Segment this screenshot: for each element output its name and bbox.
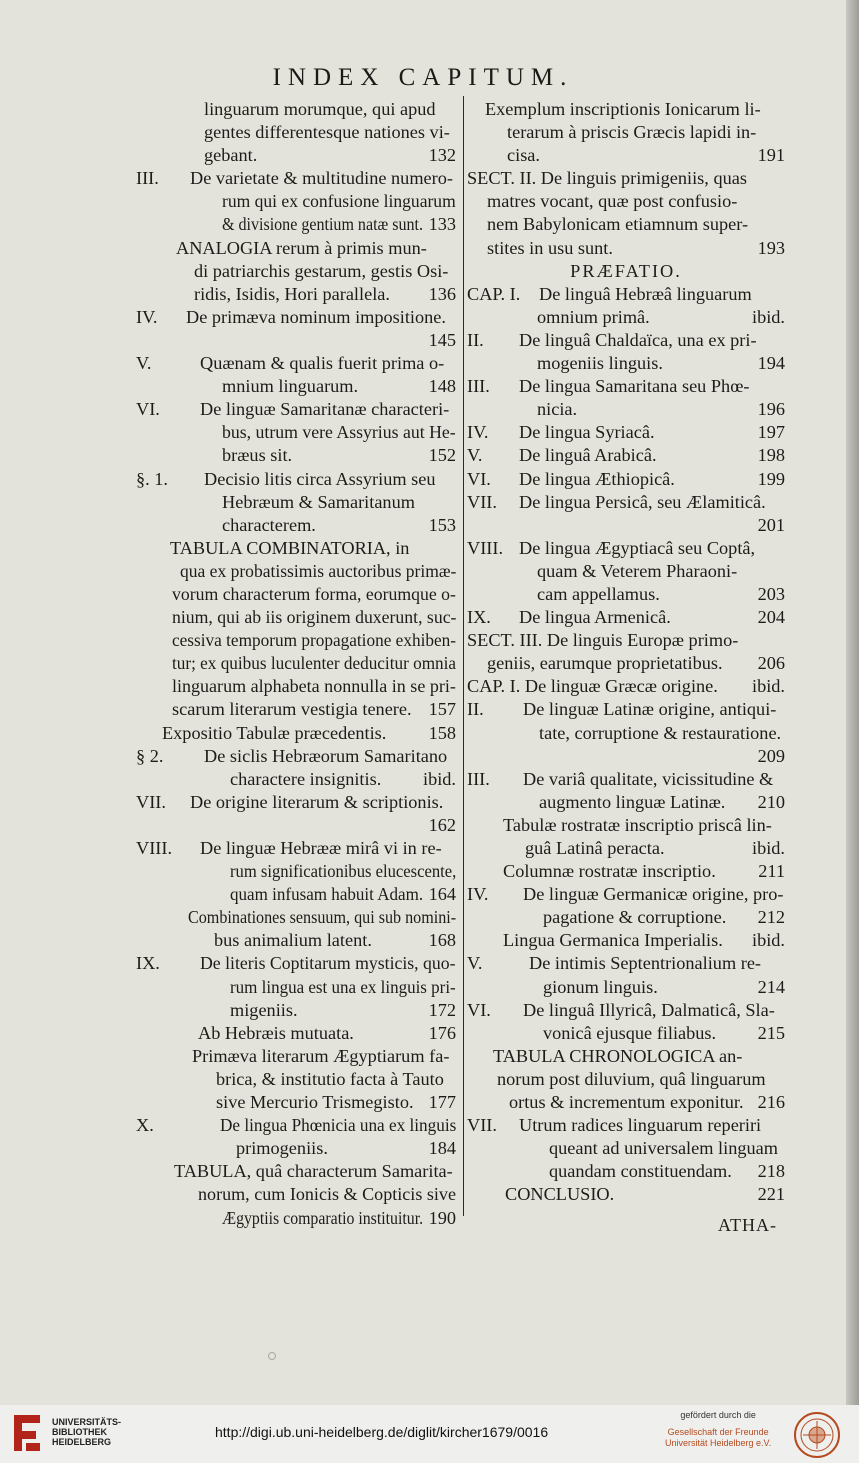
entry-text: De literis Coptitarum mysticis, quo-	[200, 953, 456, 974]
page-reference: 168	[428, 930, 456, 951]
index-entry-line	[136, 1068, 456, 1091]
index-entry-line	[136, 976, 456, 999]
index-entry-line	[136, 398, 456, 421]
chapter-number: VI.	[467, 999, 491, 1020]
entry-text: De linguæ Germanicæ origine, pro-	[523, 884, 784, 905]
entry-text: primogeniis.	[236, 1138, 328, 1159]
entry-text: bus, utrum vere Assyrius aut He-	[222, 422, 456, 443]
entry-text: De linguâ Hebræâ linguarum	[539, 283, 752, 304]
index-entry-line	[136, 698, 456, 721]
index-entry-line	[136, 167, 456, 190]
page-reference: ibid.	[751, 306, 785, 327]
sponsor-intro: gefördert durch die	[680, 1410, 756, 1420]
index-entry-line	[467, 237, 785, 260]
page-title: INDEX CAPITUM.	[272, 64, 574, 91]
entry-text: Primæva literarum Ægyptiarum fa-	[192, 1045, 450, 1066]
entry-text: di patriarchis gestarum, gestis Osi-	[194, 260, 449, 281]
entry-text: Hebræum & Samaritanum	[222, 491, 415, 512]
index-entry-line	[467, 791, 785, 814]
entry-text: stites in usu sunt.	[487, 237, 613, 258]
index-entry-line	[467, 329, 785, 352]
index-entry-line	[136, 98, 456, 121]
entry-text: characterem.	[222, 514, 316, 535]
entry-text: linguarum alphabeta nonnulla in se pri-	[172, 676, 456, 697]
index-entry-line	[136, 1137, 456, 1160]
chapter-number: VI.	[467, 468, 491, 489]
page-reference: 211	[758, 861, 785, 882]
page-reference: 157	[428, 699, 456, 720]
chapter-number: IX.	[136, 953, 160, 974]
page-reference: 184	[428, 1138, 456, 1159]
index-entry-line	[467, 952, 785, 975]
entry-text: linguarum morumque, qui apud	[204, 99, 436, 119]
entry-text: guâ Latinâ peracta.	[525, 838, 665, 858]
entry-text: norum, cum Ionicis & Copticis sive	[198, 1184, 456, 1205]
entry-text: De lingua Armenicâ.	[519, 607, 671, 628]
page-edge	[846, 0, 859, 1405]
index-entry-line	[136, 375, 456, 398]
index-entry-line	[136, 468, 456, 491]
page-reference: 190	[428, 1207, 456, 1228]
entry-text: SECT. II. De linguis primigeniis, quas	[467, 168, 747, 189]
entry-text: qua ex probatissimis auctoribus primæ-	[180, 560, 457, 581]
index-entry-line	[136, 1091, 456, 1114]
page-reference: 133	[428, 214, 456, 235]
index-entry-line	[467, 976, 785, 999]
entry-text: ortus & incrementum exponitur.	[509, 1092, 744, 1113]
page-reference: 216	[757, 1092, 785, 1113]
chapter-number: III.	[136, 168, 159, 189]
entry-text: tate, corruptione & restauratione.	[539, 722, 782, 743]
section-heading: PRÆFATIO.	[570, 260, 682, 281]
index-entry-line	[467, 283, 785, 306]
index-entry-line	[467, 98, 785, 121]
chapter-number: III.	[467, 768, 490, 789]
page-reference: 199	[757, 468, 785, 489]
chapter-number: V.	[467, 445, 483, 466]
entry-text: tur; ex quibus luculenter deducitur omnia	[172, 653, 457, 674]
entry-text: De variâ qualitate, vicissitudine &	[523, 768, 774, 789]
entry-text: bræus sit.	[222, 445, 293, 466]
page-reference: 210	[757, 791, 785, 812]
chapter-number: IX.	[467, 607, 491, 628]
entry-text: bus animalium latent.	[214, 930, 372, 951]
entry-text: brica, & institutio facta à Tauto	[216, 1068, 444, 1089]
chapter-number: III.	[467, 376, 490, 397]
page-reference: ibid.	[422, 768, 456, 789]
index-entry-line	[136, 1160, 456, 1183]
index-entry-line	[467, 167, 785, 190]
index-entry-line	[136, 629, 456, 652]
index-entry-line	[467, 190, 785, 213]
index-entry-line	[467, 375, 785, 398]
entry-text: De linguâ Arabicâ.	[519, 445, 657, 466]
index-entry-line	[467, 1091, 785, 1114]
page-reference: 196	[757, 399, 785, 420]
chapter-number: IV.	[136, 306, 158, 327]
index-entry-line	[136, 952, 456, 975]
index-entry-line	[467, 260, 785, 283]
index-entry-line	[467, 722, 785, 745]
university-seal-icon	[793, 1411, 841, 1459]
sponsor-line-1[interactable]: Gesellschaft der Freunde	[667, 1427, 769, 1437]
entry-text: nicia.	[537, 399, 578, 420]
chapter-number: VII.	[136, 791, 166, 812]
chapter-number: V.	[467, 953, 483, 974]
index-entry-line	[136, 237, 456, 260]
entry-text: cam appellamus.	[537, 583, 660, 604]
entry-text: Decisio litis circa Assyrium seu	[204, 468, 436, 489]
index-entry-line	[136, 906, 456, 929]
index-entry-line	[136, 999, 456, 1022]
entry-text: De linguæ Samaritanæ characteri-	[200, 399, 450, 420]
index-entry-line	[136, 583, 456, 606]
entry-text: De linguæ Latinæ origine, antiqui-	[523, 699, 777, 720]
index-entry-line	[136, 745, 456, 768]
page-reference: 132	[428, 145, 456, 166]
entry-text: vorum characterum forma, eorumque o-	[172, 583, 456, 604]
page-reference: 201	[757, 514, 785, 535]
footer-bar	[0, 1405, 859, 1463]
entry-text: charactere insignitis.	[230, 768, 382, 789]
chapter-number: X.	[136, 1115, 154, 1136]
entry-text: sive Mercurio Trismegisto.	[216, 1092, 414, 1113]
index-entry-line	[136, 560, 456, 583]
index-entry-line	[136, 352, 456, 375]
chapter-number: IV.	[467, 884, 489, 905]
entry-text: De varietate & multitudine numero-	[190, 168, 453, 189]
entry-text: matres vocant, quæ post confusio-	[487, 191, 738, 212]
index-entry-line	[467, 1045, 785, 1068]
entry-text: pagatione & corruptione.	[543, 907, 727, 928]
entry-text: Utrum radices linguarum reperiri	[519, 1115, 762, 1136]
index-entry-line	[136, 421, 456, 444]
index-entry-line	[467, 444, 785, 467]
entry-text: ANALOGIA rerum à primis mun-	[176, 237, 427, 258]
page-reference: 221	[757, 1184, 785, 1205]
entry-text: TABULA COMBINATORIA, in	[170, 537, 410, 558]
index-entry-line	[136, 1207, 456, 1230]
page-reference: 162	[428, 814, 456, 835]
index-entry-line	[467, 352, 785, 375]
entry-text: geniis, earumque proprietatibus.	[487, 653, 723, 674]
entry-text: Lingua Germanica Imperialis.	[503, 930, 723, 951]
right-column	[467, 98, 785, 1207]
entry-text: cisa.	[507, 145, 540, 166]
entry-text: omnium primâ.	[537, 306, 650, 327]
entry-text: gebant.	[204, 145, 258, 166]
entry-text: De primæva nominum impositione.	[186, 306, 446, 327]
index-entry-line	[467, 1068, 785, 1091]
entry-text: mogeniis linguis.	[537, 353, 663, 374]
index-entry-line	[467, 906, 785, 929]
entry-text: De lingua Æthiopicâ.	[519, 468, 675, 489]
entry-text: cessiva temporum propagatione exhiben-	[172, 630, 457, 651]
index-entry-line	[136, 606, 456, 629]
entry-text: CONCLUSIO.	[505, 1184, 615, 1205]
page-reference: 164	[428, 884, 456, 905]
page-reference: 212	[757, 907, 785, 928]
index-entry-line	[467, 814, 785, 837]
chapter-number: §. 1.	[136, 468, 168, 489]
entry-text: Expositio Tabulæ præcedentis.	[162, 722, 387, 743]
entry-text: vonicâ ejusque filiabus.	[543, 1022, 717, 1043]
page-reference: 206	[757, 653, 785, 674]
entry-text: De intimis Septentrionalium re-	[529, 953, 762, 974]
index-entry-line	[467, 537, 785, 560]
entry-text: Ab Hebræis mutuata.	[198, 1022, 354, 1043]
entry-text: Tabulæ rostratæ inscriptio priscâ lin-	[503, 814, 772, 835]
index-entry-line	[467, 606, 785, 629]
permalink-url[interactable]: http://digi.ub.uni-heidelberg.de/diglit/kircher1679/0016	[215, 1424, 549, 1440]
index-entry-line	[467, 1022, 785, 1045]
index-entry-line	[467, 144, 785, 167]
entry-text: ridis, Isidis, Hori parallela.	[194, 283, 390, 304]
index-entry-line	[467, 629, 785, 652]
page-reference: 148	[428, 376, 456, 397]
entry-text: Quænam & qualis fuerit prima o-	[200, 353, 445, 374]
page-reference: 204	[757, 607, 785, 628]
index-entry-line	[467, 768, 785, 791]
university-logo-icon[interactable]	[10, 1413, 44, 1453]
sponsor-line-2[interactable]: Universität Heidelberg e.V.	[665, 1438, 772, 1448]
index-entry-line	[467, 837, 785, 860]
index-entry-line	[467, 883, 785, 906]
entry-text: De origine literarum & scriptionis.	[190, 791, 444, 812]
index-entry-line	[136, 883, 456, 906]
page-reference: 152	[428, 445, 456, 466]
entry-text: nium, qui ab iis originem duxerunt, suc-	[172, 607, 457, 628]
page-reference: 218	[757, 1161, 785, 1182]
entry-text: queant ad universalem linguam	[549, 1138, 778, 1159]
index-entry-line	[136, 1183, 456, 1206]
index-entry-line	[136, 306, 456, 329]
index-entry-line	[136, 722, 456, 745]
entry-text: Exemplum inscriptionis Ionicarum li-	[485, 99, 761, 119]
index-entry-line	[136, 1045, 456, 1068]
entry-text: De lingua Phœnicia una ex linguis	[220, 1115, 457, 1136]
index-entry-line	[136, 213, 456, 236]
index-entry-line	[136, 144, 456, 167]
page-reference: 153	[428, 514, 456, 535]
chapter-number: VII.	[467, 1115, 497, 1136]
paper-speck	[268, 1352, 276, 1360]
page-reference: 145	[428, 329, 456, 350]
index-entry-line	[136, 814, 456, 837]
chapter-number: VIII.	[136, 838, 173, 858]
entry-text: scarum literarum vestigia tenere.	[172, 699, 412, 720]
entry-text: De lingua Ægyptiacâ seu Coptâ,	[519, 537, 756, 558]
page-reference: 193	[757, 237, 785, 258]
index-entry-line	[136, 190, 456, 213]
left-column	[136, 98, 456, 1230]
page-reference: 203	[757, 583, 785, 604]
index-entry-line	[136, 791, 456, 814]
entry-text: gionum linguis.	[543, 976, 658, 997]
entry-text: TABULA, quâ characterum Samarita-	[174, 1161, 453, 1182]
entry-text: quam & Veterem Pharaoni-	[537, 560, 738, 581]
page-reference: 176	[428, 1022, 456, 1043]
chapter-number: II.	[467, 699, 484, 720]
entry-text: De lingua Persicâ, seu Ælamiticâ.	[519, 491, 766, 512]
index-entry-line	[136, 514, 456, 537]
entry-text: SECT. III. De linguis Europæ primo-	[467, 630, 739, 651]
page-reference: ibid.	[751, 838, 785, 858]
page-reference: 214	[757, 976, 785, 997]
chapter-number: V.	[136, 353, 152, 374]
index-entry-line	[136, 675, 456, 698]
page-reference: 136	[428, 283, 456, 304]
page-reference: 177	[428, 1092, 456, 1113]
sponsor-block	[665, 1410, 771, 1449]
entry-text: & divisione gentium natæ sunt.	[222, 214, 424, 235]
page-reference: ibid.	[751, 676, 785, 697]
index-entry-line	[467, 675, 785, 698]
page-reference: 191	[757, 145, 785, 166]
index-entry-line	[136, 329, 456, 352]
entry-text: terarum à priscis Græcis lapidi in-	[507, 122, 757, 143]
index-entry-line	[467, 652, 785, 675]
chapter-number: § 2.	[136, 745, 164, 766]
index-entry-line	[467, 860, 785, 883]
page-reference: 197	[757, 422, 785, 443]
entry-text: De lingua Syriacâ.	[519, 422, 655, 443]
entry-text: gentes differentesque nationes vi-	[204, 122, 450, 143]
entry-text: De lingua Samaritana seu Phœ-	[519, 376, 750, 397]
index-entry-line	[467, 398, 785, 421]
university-name: UNIVERSITÄTS- BIBLIOTHEK HEIDELBERG	[52, 1417, 122, 1447]
page-reference: 194	[757, 353, 785, 374]
index-entry-line	[467, 1160, 785, 1183]
page-reference: ibid.	[751, 930, 785, 951]
chapter-number: VI.	[136, 399, 160, 420]
chapter-number: CAP. I.	[467, 283, 521, 304]
index-entry-line	[136, 283, 456, 306]
index-entry-line	[136, 444, 456, 467]
page-reference: 172	[428, 999, 456, 1020]
entry-text: augmento linguæ Latinæ.	[539, 791, 726, 812]
index-entry-line	[467, 1183, 785, 1206]
entry-text: De linguâ Chaldaïca, una ex pri-	[519, 329, 757, 350]
chapter-number: IV.	[467, 422, 489, 443]
entry-text: De linguæ Hebrææ mirâ vi in re-	[200, 838, 442, 858]
page-reference: 158	[428, 722, 456, 743]
chapter-number: VII.	[467, 491, 497, 512]
entry-text: rum qui ex confusione linguarum	[222, 191, 456, 212]
entry-text: quam infusam habuit Adam.	[230, 884, 424, 905]
index-entry-line	[136, 837, 456, 860]
page-reference: 215	[757, 1022, 785, 1043]
index-entry-line	[467, 491, 785, 514]
entry-text: rum lingua est una ex linguis pri-	[230, 976, 456, 997]
index-entry-line	[467, 583, 785, 606]
index-entry-line	[136, 860, 456, 883]
entry-text: rum significationibus elucescente,	[230, 861, 457, 882]
index-entry-line	[467, 929, 785, 952]
index-entry-line	[136, 1114, 456, 1137]
chapter-number: II.	[467, 329, 484, 350]
entry-text: Ægyptiis comparatio instituitur.	[222, 1207, 424, 1228]
entry-text: mnium linguarum.	[222, 376, 359, 397]
index-entry-line	[467, 306, 785, 329]
entry-text: De siclis Hebræorum Samaritano	[204, 745, 448, 766]
index-entry-line	[136, 121, 456, 144]
catchword: ATHA-	[718, 1215, 777, 1235]
chapter-number: VIII.	[467, 537, 504, 558]
index-entry-line	[467, 213, 785, 236]
entry-text: quandam constituendam.	[549, 1161, 732, 1182]
index-entry-line	[467, 698, 785, 721]
entry-text: TABULA CHRONOLOGICA an-	[493, 1045, 743, 1066]
page-reference: 209	[757, 745, 785, 766]
index-entry-line	[136, 929, 456, 952]
index-entry-line	[136, 1022, 456, 1045]
entry-text: Combinationes sensuum, qui sub nomini-	[188, 907, 457, 928]
index-entry-line	[467, 421, 785, 444]
index-entry-line	[467, 514, 785, 537]
index-entry-line	[467, 1137, 785, 1160]
index-entry-line	[467, 999, 785, 1022]
entry-text: Columnæ rostratæ inscriptio.	[503, 861, 716, 882]
entry-text: norum post diluvium, quâ linguarum	[497, 1068, 766, 1089]
index-entry-line	[136, 537, 456, 560]
index-entry-line	[136, 260, 456, 283]
entry-text: De linguâ Illyricâ, Dalmaticâ, Sla-	[523, 999, 775, 1020]
index-entry-line	[467, 560, 785, 583]
index-entry-line	[467, 1114, 785, 1137]
index-entry-line	[136, 768, 456, 791]
index-entry-line	[136, 491, 456, 514]
page-reference: 198	[757, 445, 785, 466]
entry-text: migeniis.	[230, 999, 298, 1020]
index-entry-line	[467, 121, 785, 144]
index-entry-line	[467, 745, 785, 768]
column-divider	[463, 96, 464, 1216]
index-entry-line	[467, 468, 785, 491]
entry-text: nem Babylonicam etiamnum super-	[487, 214, 749, 235]
index-entry-line	[136, 652, 456, 675]
entry-text: CAP. I. De linguæ Græcæ origine.	[467, 676, 718, 697]
